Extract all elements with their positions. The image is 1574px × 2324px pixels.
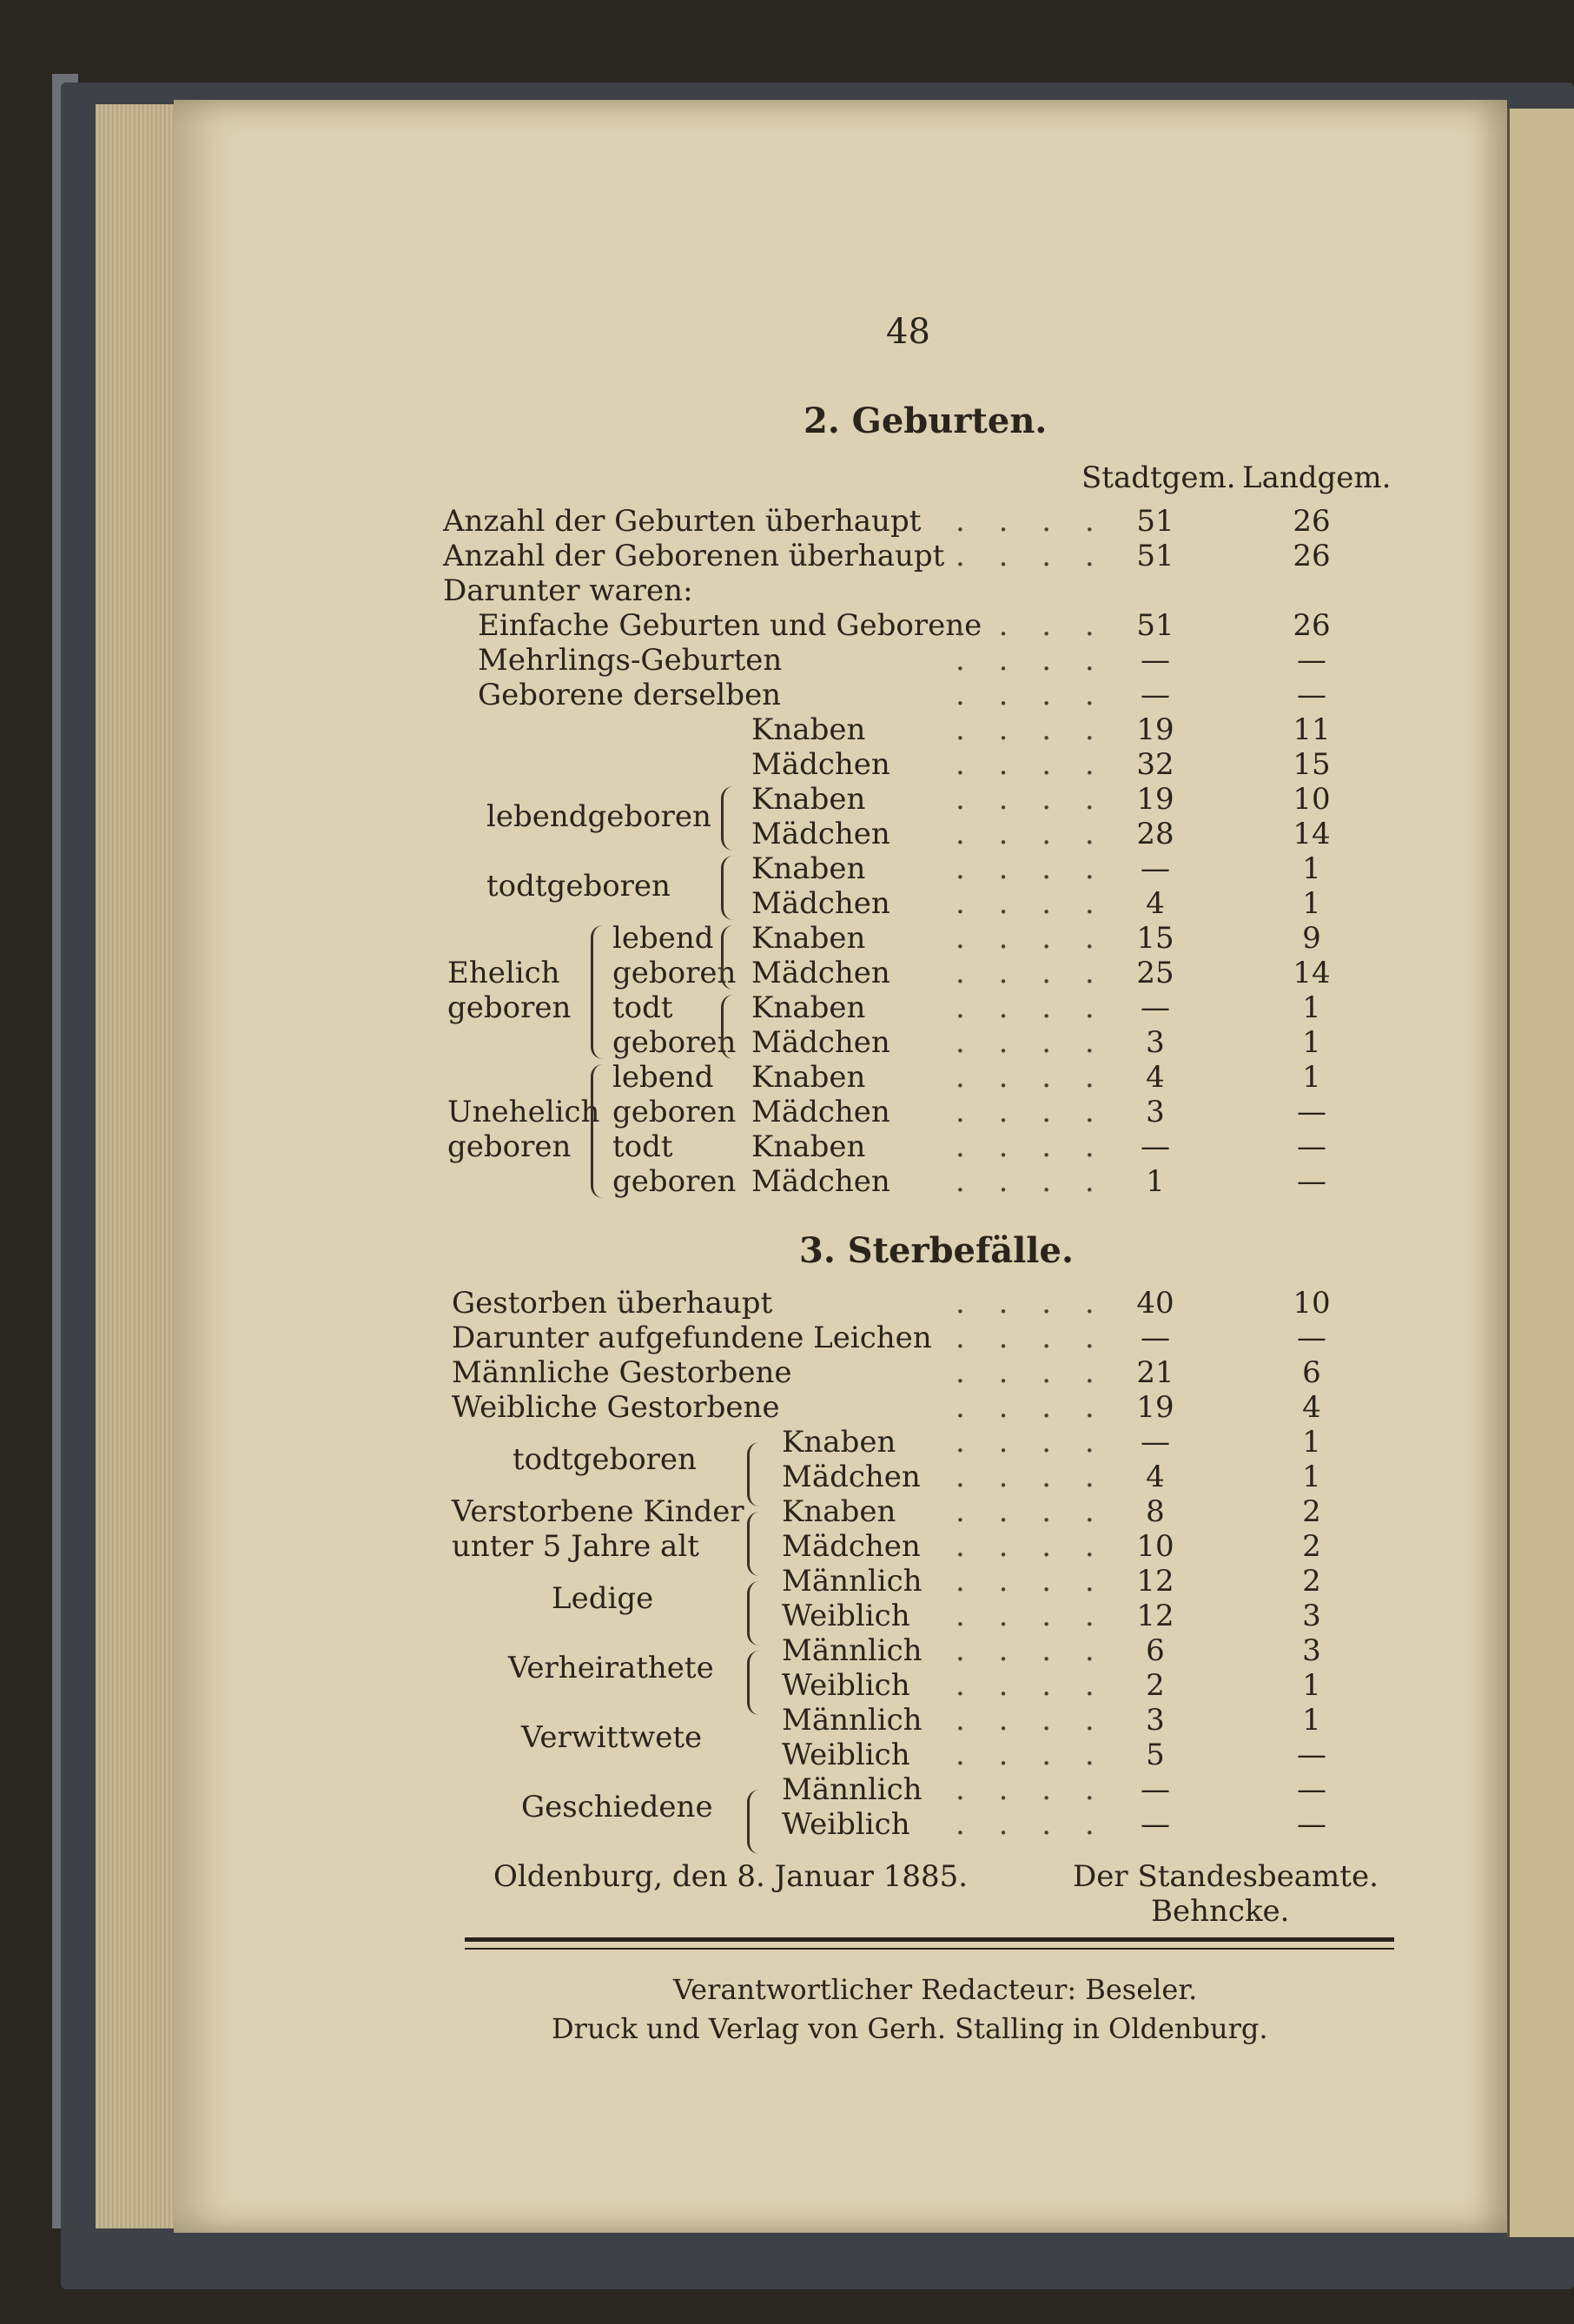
births-row-label: Anzahl der Geburten überhaupt: [443, 504, 922, 539]
births-row-label: Knaben: [751, 1129, 866, 1164]
births-value-land: 14: [1293, 817, 1331, 851]
births-sub-label: geboren: [612, 956, 737, 990]
deaths-value-land: 2: [1302, 1494, 1321, 1529]
births-value-land: 11: [1293, 712, 1331, 747]
bracket: [721, 786, 736, 851]
births-value-stadt: 51: [1136, 539, 1174, 573]
leader-dots: . . . .: [956, 921, 1107, 956]
births-group-label: geboren: [447, 990, 572, 1025]
page-number: 48: [886, 312, 930, 352]
births-value-land: —: [1297, 678, 1326, 712]
births-row-label: Knaben: [751, 1060, 866, 1095]
births-row-label: Knaben: [751, 712, 866, 747]
births-value-stadt: 32: [1136, 747, 1174, 782]
births-row-label: Mädchen: [751, 817, 890, 851]
deaths-row-label: Mädchen: [782, 1460, 921, 1494]
deaths-value-stadt: 2: [1146, 1668, 1165, 1703]
deaths-row-label: Knaben: [782, 1425, 896, 1460]
births-sub-label: todt: [612, 1129, 673, 1164]
births-value-land: 1: [1302, 990, 1321, 1025]
deaths-group-label: todtgeboren: [513, 1442, 697, 1477]
births-row-label: Knaben: [751, 782, 866, 817]
bracket: [747, 1581, 762, 1645]
deaths-value-land: 1: [1302, 1460, 1321, 1494]
place-date: Oldenburg, den 8. Januar 1885.: [493, 1859, 969, 1894]
deaths-row-label: Männlich: [782, 1703, 923, 1738]
births-value-stadt: —: [1141, 990, 1170, 1025]
leader-dots: . . . .: [956, 643, 1107, 678]
leader-dots: . . . .: [956, 990, 1107, 1025]
births-sub-label: geboren: [612, 1164, 737, 1199]
births-group-label: lebendgeboren: [486, 799, 711, 834]
leader-dots: . . . .: [956, 678, 1107, 712]
births-value-stadt: 4: [1146, 886, 1165, 921]
leader-dots: . . . .: [956, 1807, 1107, 1842]
deaths-value-land: 1: [1302, 1703, 1321, 1738]
deaths-row-label: Männlich: [782, 1564, 923, 1599]
births-sub-label: lebend: [612, 921, 714, 956]
births-value-stadt: —: [1141, 851, 1170, 886]
deaths-value-stadt: —: [1141, 1807, 1170, 1842]
deaths-value-land: —: [1297, 1321, 1326, 1355]
bracket: [591, 1064, 605, 1198]
births-value-land: 26: [1293, 539, 1331, 573]
deaths-value-land: 4: [1302, 1390, 1321, 1425]
leader-dots: . . . .: [956, 886, 1107, 921]
leader-dots: . . . .: [956, 1494, 1107, 1529]
deaths-value-stadt: 10: [1136, 1529, 1174, 1564]
births-value-land: —: [1297, 1164, 1326, 1199]
footer-rule: [465, 1937, 1394, 1942]
deaths-row-label: Weiblich: [782, 1668, 910, 1703]
leader-dots: . . . .: [956, 1321, 1107, 1355]
births-value-stadt: 15: [1136, 921, 1174, 956]
births-value-land: 26: [1293, 608, 1331, 643]
leader-dots: . . . .: [956, 712, 1107, 747]
leader-dots: . . . .: [956, 1425, 1107, 1460]
deaths-value-land: —: [1297, 1807, 1326, 1842]
births-heading: 2. Geburten.: [804, 401, 1048, 441]
births-value-stadt: 3: [1146, 1025, 1165, 1060]
deaths-value-land: 2: [1302, 1529, 1321, 1564]
deaths-group-label: Ledige: [552, 1581, 654, 1616]
births-value-stadt: 1: [1146, 1164, 1165, 1199]
bracket: [747, 1790, 762, 1854]
deaths-value-land: —: [1297, 1738, 1326, 1772]
deaths-value-land: 6: [1302, 1355, 1321, 1390]
births-value-stadt: 3: [1146, 1095, 1165, 1129]
leader-dots: . . . .: [956, 1529, 1107, 1564]
leader-dots: . . . .: [956, 1633, 1107, 1668]
births-row-label: Darunter waren:: [443, 573, 693, 608]
births-value-stadt: 19: [1136, 782, 1174, 817]
deaths-value-stadt: 3: [1146, 1703, 1165, 1738]
leader-dots: . . . .: [956, 1025, 1107, 1060]
births-row-label: Knaben: [751, 921, 866, 956]
deaths-value-stadt: —: [1141, 1772, 1170, 1807]
bracket: [721, 856, 736, 920]
births-value-stadt: 4: [1146, 1060, 1165, 1095]
leader-dots: . . . .: [956, 1564, 1107, 1599]
deaths-group-label: Verwittwete: [521, 1720, 703, 1755]
births-group-label: todtgeboren: [486, 869, 671, 904]
leader-dots: . . . .: [956, 504, 1107, 539]
births-value-land: 1: [1302, 1025, 1321, 1060]
deaths-value-stadt: 12: [1136, 1564, 1174, 1599]
births-value-stadt: —: [1141, 678, 1170, 712]
leader-dots: . . . .: [956, 1772, 1107, 1807]
leader-dots: . . . .: [956, 1164, 1107, 1199]
deaths-value-stadt: 8: [1146, 1494, 1165, 1529]
births-value-stadt: 25: [1136, 956, 1174, 990]
births-value-land: —: [1297, 1129, 1326, 1164]
leader-dots: . . . .: [956, 1095, 1107, 1129]
bracket: [591, 925, 605, 1059]
deaths-value-land: 10: [1293, 1286, 1331, 1321]
col-header-land: Landgem.: [1242, 460, 1392, 495]
leader-dots: . . . .: [956, 817, 1107, 851]
leader-dots: . . . .: [956, 1599, 1107, 1633]
deaths-value-land: 3: [1302, 1599, 1321, 1633]
printer-line: Druck und Verlag von Gerh. Stalling in Oldenburg.: [552, 2012, 1268, 2045]
births-row-label: Mädchen: [751, 1164, 890, 1199]
births-row-label: Mehrlings-Geburten: [478, 643, 783, 678]
leader-dots: . . . .: [956, 747, 1107, 782]
deaths-value-land: 3: [1302, 1633, 1321, 1668]
col-header-stadt: Stadtgem.: [1081, 460, 1236, 495]
leader-dots: . . . .: [956, 1286, 1107, 1321]
footer-rule-thin: [465, 1948, 1394, 1950]
deaths-row-label: Weiblich: [782, 1599, 910, 1633]
births-row-label: Mädchen: [751, 1095, 890, 1129]
deaths-value-land: 1: [1302, 1425, 1321, 1460]
deaths-group-label: Verheirathete: [508, 1651, 714, 1685]
births-sub-label: geboren: [612, 1025, 737, 1060]
deaths-value-land: —: [1297, 1772, 1326, 1807]
bracket: [747, 1512, 762, 1576]
leader-dots: . . . .: [956, 851, 1107, 886]
leader-dots: . . . .: [956, 1460, 1107, 1494]
births-sub-label: todt: [612, 990, 673, 1025]
births-value-stadt: —: [1141, 643, 1170, 678]
births-row-label: Einfache Geburten und Geborene: [478, 608, 982, 643]
births-row-label: Knaben: [751, 851, 866, 886]
deaths-row-label: Männlich: [782, 1633, 923, 1668]
births-group-label: Unehelich: [447, 1095, 600, 1129]
births-value-land: 1: [1302, 886, 1321, 921]
deaths-row-label: Darunter aufgefundene Leichen: [452, 1321, 932, 1355]
births-group-label: Ehelich: [447, 956, 560, 990]
leader-dots: . . . .: [956, 608, 1107, 643]
deaths-row-label: Gestorben überhaupt: [452, 1286, 773, 1321]
deaths-row-label: Weibliche Gestorbene: [452, 1390, 780, 1425]
leader-dots: . . . .: [956, 1129, 1107, 1164]
births-value-stadt: 51: [1136, 608, 1174, 643]
births-sub-label: geboren: [612, 1095, 737, 1129]
leader-dots: . . . .: [956, 1738, 1107, 1772]
deaths-row-label: Weiblich: [782, 1807, 910, 1842]
births-row-label: Mädchen: [751, 956, 890, 990]
deaths-value-stadt: 19: [1136, 1390, 1174, 1425]
leader-dots: . . . .: [956, 1703, 1107, 1738]
leader-dots: . . . .: [956, 1060, 1107, 1095]
leader-dots: . . . .: [956, 539, 1107, 573]
births-value-land: 1: [1302, 1060, 1321, 1095]
deaths-value-stadt: 6: [1146, 1633, 1165, 1668]
bracket: [721, 995, 736, 1059]
births-group-label: geboren: [447, 1129, 572, 1164]
deaths-value-stadt: 5: [1146, 1738, 1165, 1772]
births-value-land: —: [1297, 643, 1326, 678]
deaths-row-label: Männlich: [782, 1772, 923, 1807]
births-value-land: 9: [1302, 921, 1321, 956]
births-row-label: Anzahl der Geborenen überhaupt: [443, 539, 945, 573]
leader-dots: . . . .: [956, 782, 1107, 817]
deaths-group-label: Geschiedene: [521, 1790, 713, 1824]
official-title: Der Standesbeamte.: [1073, 1859, 1379, 1894]
deaths-row-label: Knaben: [782, 1494, 896, 1529]
leader-dots: . . . .: [956, 1355, 1107, 1390]
births-value-land: 15: [1293, 747, 1331, 782]
births-row-label: Geborene derselben: [478, 678, 782, 712]
births-value-stadt: —: [1141, 1129, 1170, 1164]
bracket: [721, 925, 736, 990]
deaths-group-label: unter 5 Jahre alt: [452, 1529, 699, 1564]
deaths-value-stadt: —: [1141, 1425, 1170, 1460]
births-value-land: 1: [1302, 851, 1321, 886]
births-value-stadt: 51: [1136, 504, 1174, 539]
deaths-row-label: Männliche Gestorbene: [452, 1355, 792, 1390]
births-sub-label: lebend: [612, 1060, 714, 1095]
deaths-row-label: Mädchen: [782, 1529, 921, 1564]
deaths-value-stadt: 4: [1146, 1460, 1165, 1494]
next-page-edge: [1507, 109, 1574, 2237]
bracket: [747, 1651, 762, 1715]
deaths-value-stadt: 12: [1136, 1599, 1174, 1633]
births-row-label: Mädchen: [751, 747, 890, 782]
official-name: Behncke.: [1151, 1894, 1290, 1929]
births-row-label: Mädchen: [751, 886, 890, 921]
deaths-value-stadt: 21: [1136, 1355, 1174, 1390]
leader-dots: . . . .: [956, 1668, 1107, 1703]
deaths-value-land: 2: [1302, 1564, 1321, 1599]
leader-dots: . . . .: [956, 1390, 1107, 1425]
deaths-value-land: 1: [1302, 1668, 1321, 1703]
leader-dots: . . . .: [956, 956, 1107, 990]
deaths-row-label: Weiblich: [782, 1738, 910, 1772]
deaths-group-label: Verstorbene Kinder: [452, 1494, 744, 1529]
births-value-stadt: 28: [1136, 817, 1174, 851]
births-value-land: 10: [1293, 782, 1331, 817]
births-row-label: Knaben: [751, 990, 866, 1025]
births-value-land: —: [1297, 1095, 1326, 1129]
births-value-land: 26: [1293, 504, 1331, 539]
births-value-land: 14: [1293, 956, 1331, 990]
births-value-stadt: 19: [1136, 712, 1174, 747]
deaths-heading: 3. Sterbefälle.: [799, 1230, 1074, 1271]
bracket: [747, 1442, 762, 1506]
births-row-label: Mädchen: [751, 1025, 890, 1060]
deaths-value-stadt: —: [1141, 1321, 1170, 1355]
deaths-value-stadt: 40: [1136, 1286, 1174, 1321]
editor-line: Verantwortlicher Redacteur: Beseler.: [673, 1973, 1198, 2006]
